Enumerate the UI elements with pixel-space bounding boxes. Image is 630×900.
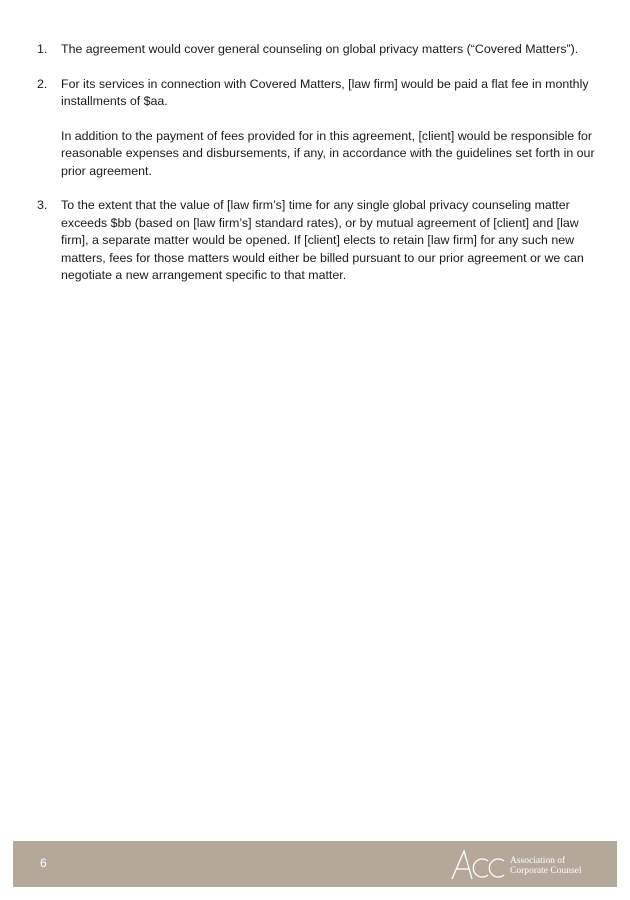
list-item-number: 1. <box>37 42 48 56</box>
logo-text <box>510 856 582 876</box>
document-body <box>37 41 597 302</box>
list-item-paragraph: For its services in connection with Covered Matters, [law firm] would be paid a flat fee in monthly installments of $aa. <box>61 76 589 108</box>
acc-logo <box>450 847 610 883</box>
logo-line-1: Association of <box>510 856 566 866</box>
logo-line-2: Corporate Counsel <box>510 866 582 876</box>
acc-logo-icon <box>450 847 510 883</box>
list-item-1 <box>37 41 597 59</box>
list-item-paragraph: To the extent that the value of [law firm’s] time for any single global privacy counseling matter exceeds $bb (based on [law firm’s] standard rates), or by mutual agreement of [client] and [law firm], a separate matter would be opened. If [client] elects to retain [law firm] for any such new matters, fees for those matters would either be billed pursuant to our prior agreement or we can negotiate a new arrangement specific to that matter. <box>61 198 584 282</box>
list-item-paragraph: In addition to the payment of fees provided for in this agreement, [client] would be responsible for reasonable expenses and disbursements, if any, in accordance with the guidelines set forth in our prior agreement. <box>61 128 595 178</box>
page-number: 6 <box>40 856 47 870</box>
list-item-paragraph: The agreement would cover general counseling on global privacy matters (“Covered Matters”). <box>61 42 579 56</box>
page-footer <box>13 841 617 887</box>
list-item-2 <box>37 76 597 181</box>
list-item-3 <box>37 197 597 285</box>
list-item-number: 3. <box>37 198 48 212</box>
list-item-number: 2. <box>37 76 48 91</box>
